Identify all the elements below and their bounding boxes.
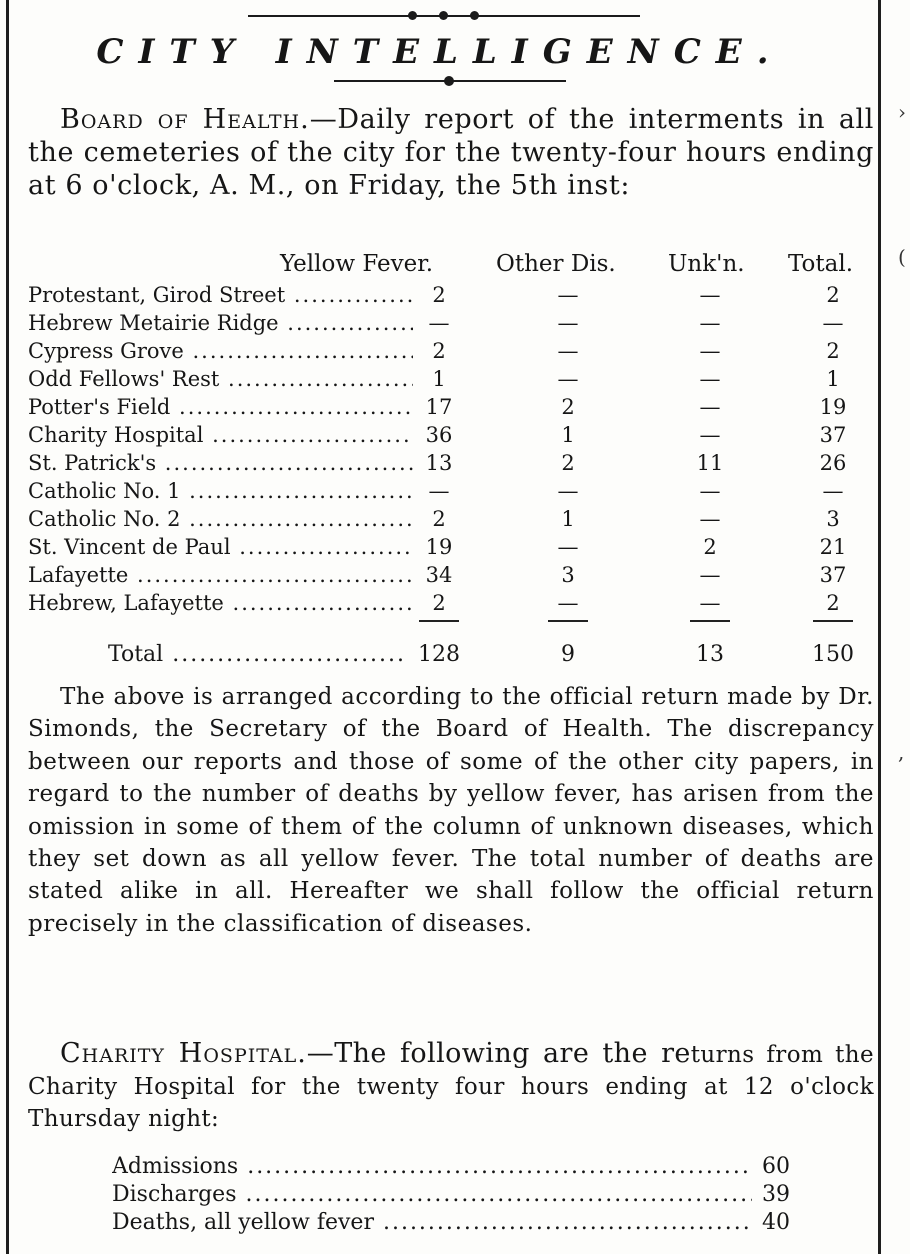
charity-hospital-paragraph [28,1038,874,1135]
unknown-cell: — [699,367,721,391]
column-header-total: Total. [788,251,854,277]
board-of-health-text: —Daily report of the interments in all the cemeteries of the city for the twenty-four hours ending at 6 o'clock, A. M., on Friday, the 5th inst: [28,104,874,201]
cemetery-name: Charity Hospital ..... [28,421,413,449]
yellow-fever-cell: 34 [425,563,453,587]
rule-mark [690,620,730,622]
other-diseases-cell: 1 [561,423,575,447]
table-row [0,561,880,589]
column-header-other-diseases: Other Dis. [496,251,616,277]
total-rules [0,620,880,626]
charity-hospital-text-large: —The following are the re [306,1038,691,1069]
table-row [0,589,880,617]
yellow-fever-cell: 13 [425,451,453,475]
other-diseases-cell: — [557,479,579,503]
admissions-line [112,1153,852,1181]
total-unknown: 13 [696,642,724,667]
rule-mark [548,620,588,622]
yellow-fever-cell: 19 [425,535,453,559]
other-diseases-cell: — [557,535,579,559]
stat-value: 39 [762,1182,790,1207]
cemetery-name: Cypress Grove ..... [28,337,413,365]
total-cell: 26 [819,451,847,475]
other-diseases-cell: 1 [561,507,575,531]
yellow-fever-cell: 17 [425,395,453,419]
cemetery-name: Odd Fellows' Rest ..... [28,365,413,393]
adjacent-column-fragment: , [898,740,905,764]
table-row [0,477,880,505]
yellow-fever-cell: — [428,311,450,335]
other-diseases-cell: — [557,283,579,307]
board-of-health-lead: Board of Health. [60,104,310,135]
unknown-cell: — [699,507,721,531]
other-diseases-cell: — [557,339,579,363]
column-header-unknown: Unk'n. [668,251,745,277]
column-rule-right [878,0,881,1254]
charity-hospital-lead: Charity Hospital. [60,1038,307,1069]
unknown-cell: — [699,311,721,335]
table-row [0,281,880,309]
total-label: Total ..... [108,640,408,670]
total-cell: 19 [819,395,847,419]
total-yellow-fever: 128 [418,642,460,667]
stat-label: Discharges ..... [112,1181,752,1209]
interments-table-header [0,251,880,281]
other-diseases-cell: 3 [561,563,575,587]
cemetery-name: Potter's Field ..... [28,393,413,421]
table-row [0,533,880,561]
stat-value: 40 [762,1210,790,1235]
total-cell: 3 [826,507,840,531]
unknown-cell: — [699,283,721,307]
table-row [0,449,880,477]
column-header-yellow-fever: Yellow Fever. [280,251,434,277]
stat-value: 60 [762,1154,790,1179]
yellow-fever-cell: — [428,479,450,503]
rule-mark [419,620,459,622]
table-row [0,393,880,421]
unknown-cell: — [699,423,721,447]
unknown-cell: 2 [703,535,717,559]
headline-ornament-rule [334,76,566,86]
adjacent-column-fragment: ( [898,245,906,269]
yellow-fever-cell: 2 [432,507,446,531]
charity-hospital-text: turns from the Charity Hospital for the twenty four hours ending at 12 o'clock Thursday night: [28,1042,874,1132]
unknown-cell: 11 [696,451,724,475]
stat-label: Admissions ..... [112,1153,752,1181]
table-row [0,421,880,449]
top-ornament-rule [248,10,640,22]
yellow-fever-cell: 2 [432,339,446,363]
table-row [0,309,880,337]
table-row [0,505,880,533]
cemetery-name: Lafayette ..... [28,561,413,589]
table-row [0,337,880,365]
total-cell: 1 [826,367,840,391]
yellow-fever-cell: 2 [432,283,446,307]
table-row [0,365,880,393]
cemetery-name: Catholic No. 1 ..... [28,477,413,505]
other-diseases-cell: 2 [561,395,575,419]
cemetery-name: Catholic No. 2 ..... [28,505,413,533]
page-title: CITY INTELLIGENCE. [96,32,784,72]
adjacent-column-fragment: › [898,100,906,124]
board-of-health-paragraph [28,104,874,203]
rule-mark [813,620,853,622]
column-rule-left [6,0,9,1254]
unknown-cell: — [699,395,721,419]
unknown-cell: — [699,479,721,503]
total-cell: — [822,311,844,335]
total-cell: 2 [826,283,840,307]
total-cell: — [822,479,844,503]
yellow-fever-cell: 36 [425,423,453,447]
yellow-fever-cell: 1 [432,367,446,391]
unknown-cell: — [699,563,721,587]
cemetery-name: Hebrew Metairie Ridge ..... [28,309,413,337]
unknown-cell: — [699,591,721,615]
stat-label: Deaths, all yellow fever ..... [112,1209,752,1237]
total-cell: 37 [819,423,847,447]
total-cell: 37 [819,563,847,587]
other-diseases-cell: — [557,311,579,335]
other-diseases-cell: — [557,591,579,615]
cemetery-name: St. Patrick's ..... [28,449,413,477]
other-diseases-cell: 2 [561,451,575,475]
yellow-fever-cell: 2 [432,591,446,615]
total-cell: 2 [826,591,840,615]
cemetery-name: Hebrew, Lafayette ..... [28,589,413,617]
total-cell: 21 [819,535,847,559]
cemetery-name: Protestant, Girod Street ..... [28,281,413,309]
official-return-note: The above is arranged according to the official return made by Dr. Simonds, the Secretary of the Board of Health. The discrepancy between our reports and those of some of the other city papers, in regard to the number of deaths by yellow fever, has arisen from the omission in some of them of the column of unknown diseases, which they set down as all yellow fever. The total number of deaths are stated alike in all. Hereafter we shall follow the official return precisely in the classification of diseases. [28,684,874,937]
total-cell: 2 [826,339,840,363]
other-diseases-cell: — [557,367,579,391]
deaths-line [112,1209,852,1237]
table-total-row [0,640,880,670]
total-other-diseases: 9 [561,642,575,667]
discharges-line [112,1181,852,1209]
unknown-cell: — [699,339,721,363]
total-total: 150 [812,642,854,667]
cemetery-name: St. Vincent de Paul ..... [28,533,413,561]
